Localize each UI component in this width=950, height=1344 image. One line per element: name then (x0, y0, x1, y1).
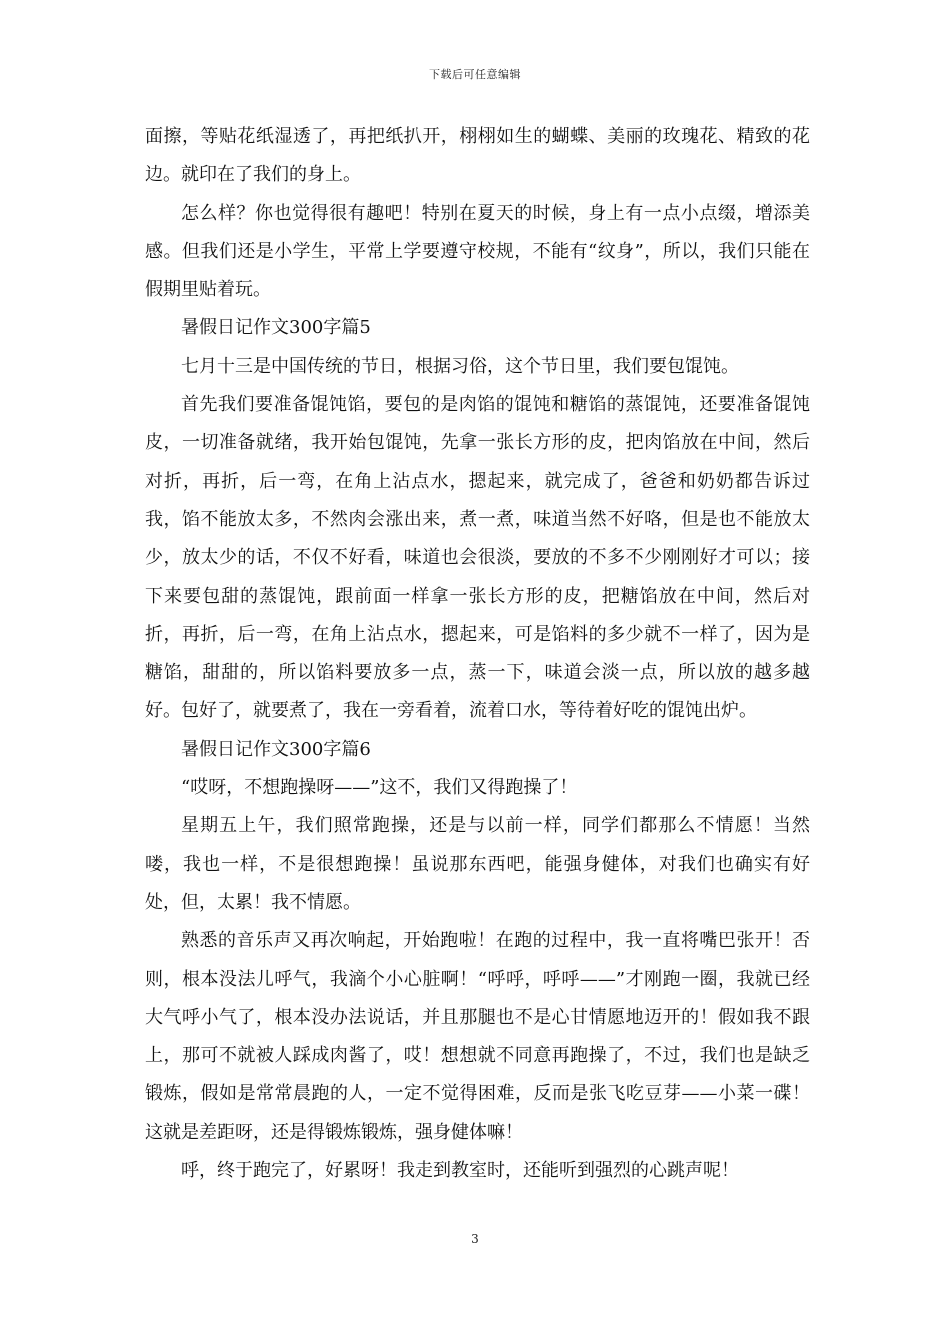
paragraph: 面擦，等贴花纸湿透了，再把纸扒开，栩栩如生的蝴蝶、美丽的玫瑰花、精致的花边。就印在了我们的身上。 (145, 126, 810, 186)
paragraph: 七月十三是中国传统的节日，根据习俗，这个节日里，我们要包馄饨。 (181, 355, 739, 377)
page-header: 下载后可任意编辑 (429, 68, 521, 81)
document-body (145, 118, 810, 1190)
page-number: 3 (471, 1232, 479, 1246)
section-heading: 暑假日记作文300字篇6 (181, 738, 371, 760)
paragraph: 怎么样？你也觉得很有趣吧！特别在夏天的时候，身上有一点小点缀，增添美感。但我们还是小学生，平常上学要遵守校规，不能有“纹身”，所以，我们只能在假期里贴着玩。 (145, 202, 810, 301)
paragraph: “哎呀，不想跑操呀——”这不，我们又得跑操了！ (181, 777, 578, 799)
paragraph: 熟悉的音乐声又再次响起，开始跑啦！在跑的过程中，我一直将嘴巴张开！否则，根本没法儿呼气，我滴个小心脏啊！“呼呼，呼呼——”才刚跑一圈，我就已经大气呼小气了，根本没办法说话，并且那腿也不是心甘情愿地迈开的！假如我不跟上，那可不就被人踩成肉酱了，哎！想想就不同意再跑操了，不过，我们也是缺乏锻炼，假如是常常晨跑的人，一定不觉得困难，反而是张飞吃豆芽——小菜一碟！这就是差距呀，还是得锻炼锻炼，强身健体嘛！ (145, 930, 810, 1143)
paragraph: 首先我们要准备馄饨馅，要包的是肉馅的馄饨和糖馅的蒸馄饨，还要准备馄饨皮，一切准备就绪，我开始包馄饨，先拿一张长方形的皮，把肉馅放在中间，然后对折，再折，后一弯，在角上沾点水，摁起来，就完成了，爸爸和奶奶都告诉过我，馅不能放太多，不然肉会涨出来，煮一煮，味道当然不好咯，但是也不能放太少，放太少的话，不仅不好看，味道也会很淡，要放的不多不少刚刚好才可以；接下来要包甜的蒸馄饨，跟前面一样拿一张长方形的皮，把糖馅放在中间，然后对折，再折，后一弯，在角上沾点水，摁起来，可是馅料的多少就不一样了，因为是糖馅，甜甜的，所以馅料要放多一点，蒸一下，味道会淡一点，所以放的越多越好。包好了，就要煮了，我在一旁看着，流着口水，等待着好吃的馄饨出炉。 (145, 394, 810, 722)
paragraph: 呼，终于跑完了，好累呀！我走到教室时，还能听到强烈的心跳声呢！ (181, 1160, 739, 1182)
paragraph: 星期五上午，我们照常跑操，还是与以前一样，同学们都那么不情愿！当然喽，我也一样，不是很想跑操！虽说那东西吧，能强身健体，对我们也确实有好处，但，太累！我不情愿。 (145, 815, 810, 913)
section-heading: 暑假日记作文300字篇5 (181, 317, 371, 339)
